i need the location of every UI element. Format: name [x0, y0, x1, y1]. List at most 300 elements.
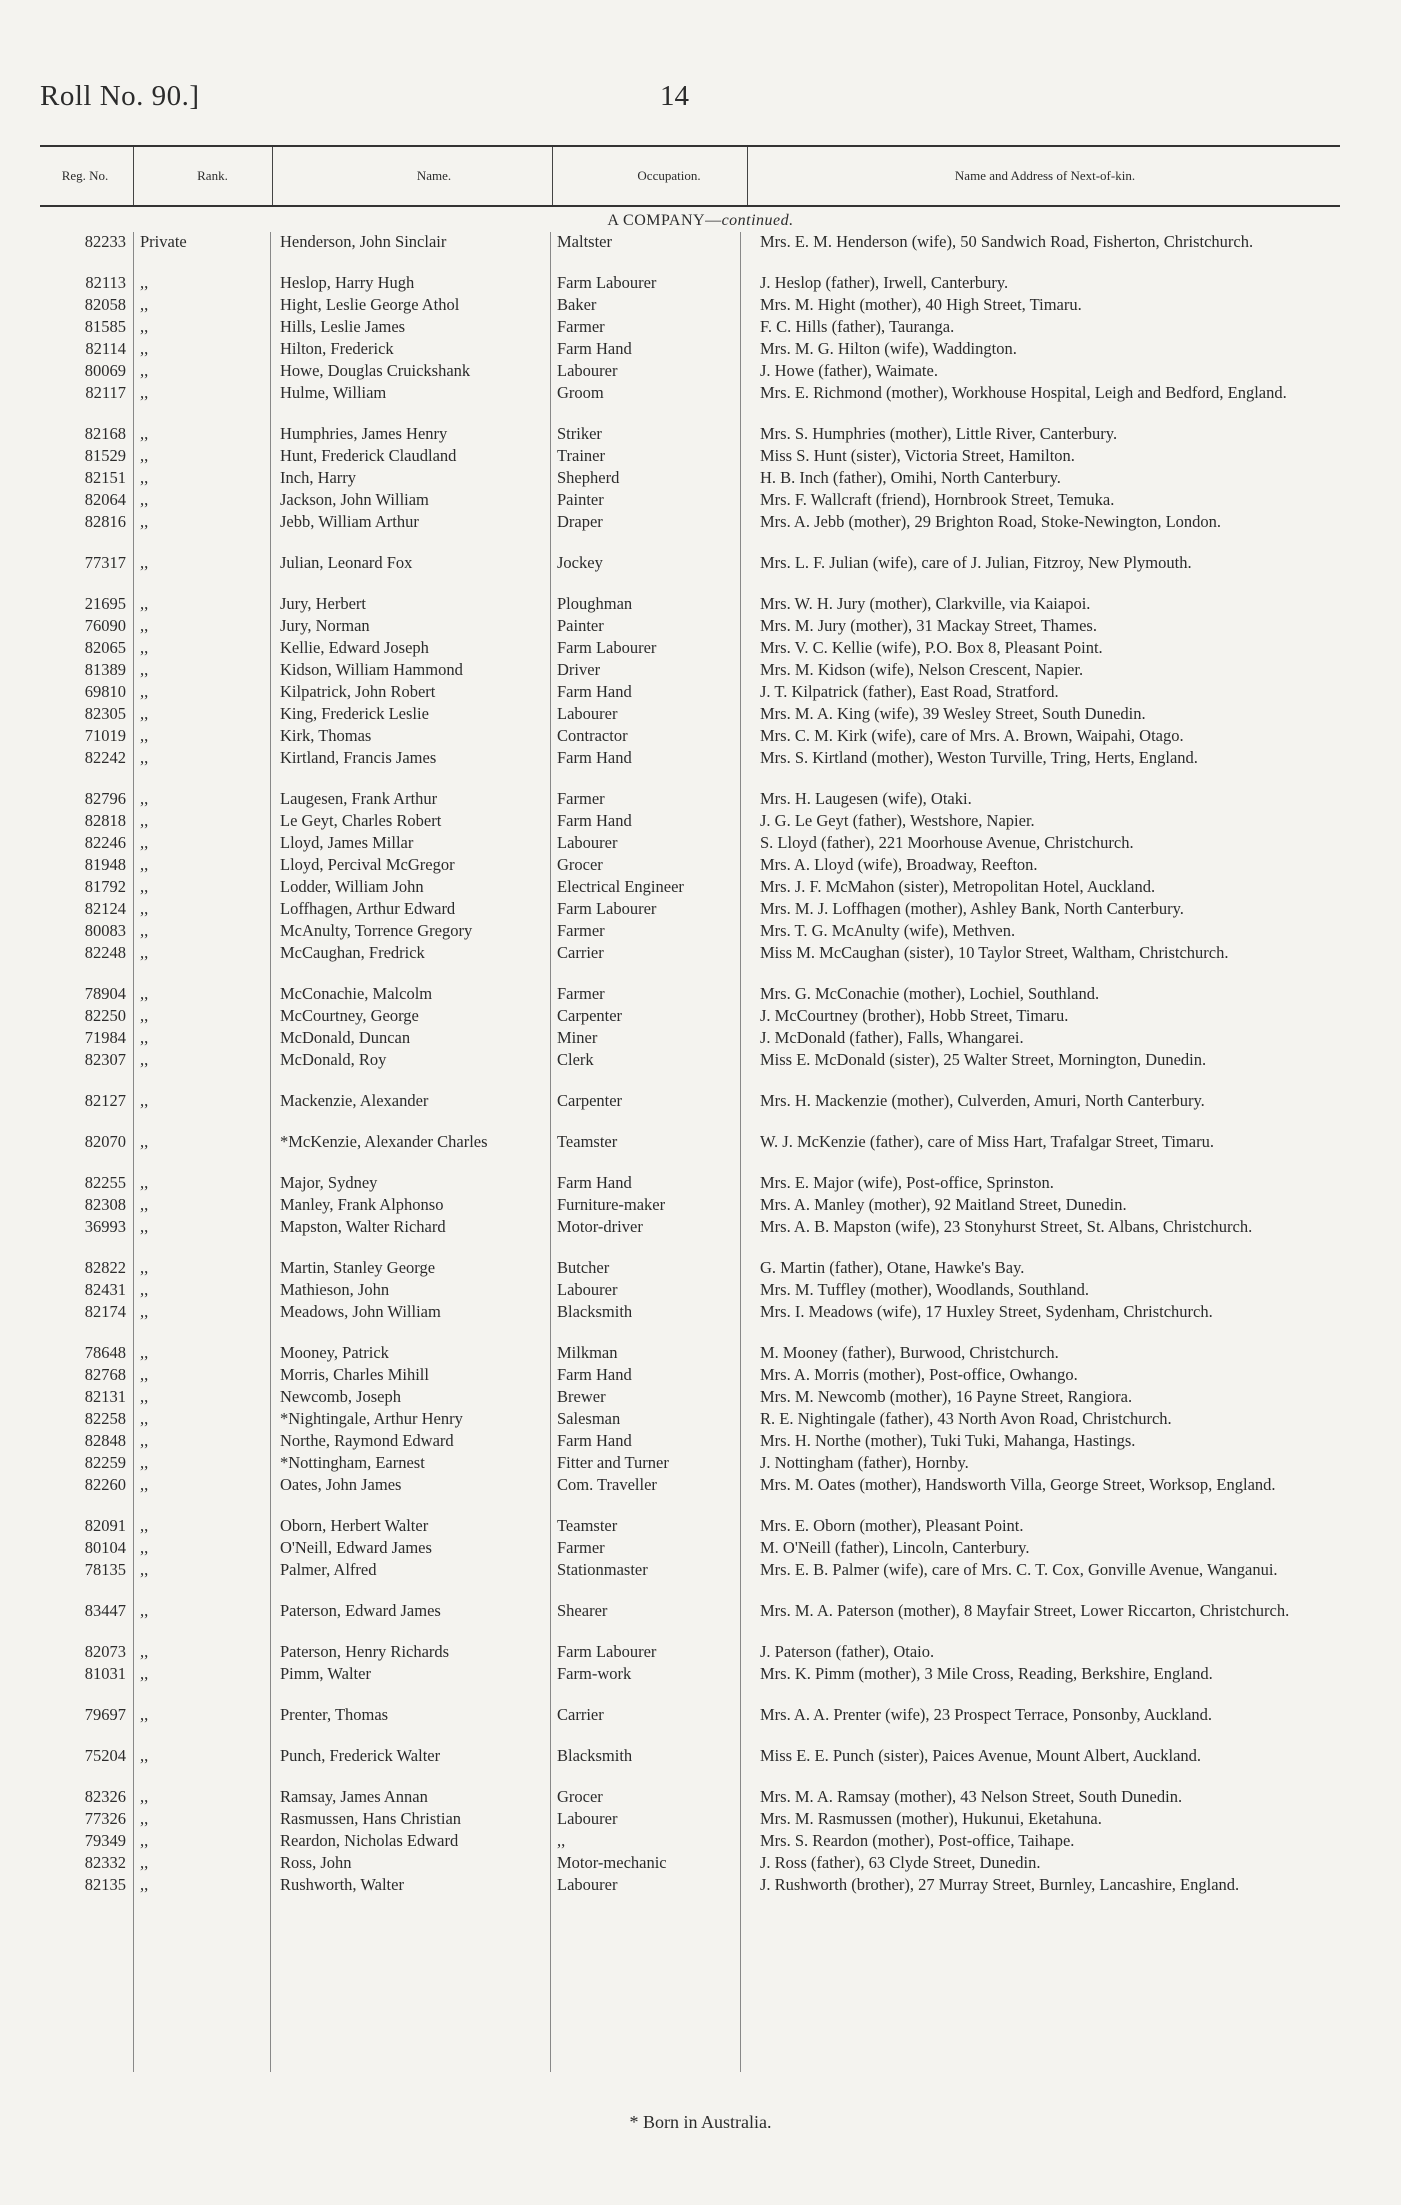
- next-of-kin: H. B. Inch (father), Omihi, North Canterbury.: [760, 468, 1061, 487]
- reg-number: 82233: [84, 232, 126, 251]
- next-of-kin: Mrs. M. Hight (mother), 40 High Street, Timaru.: [760, 295, 1082, 314]
- occupation: Grocer: [557, 1787, 603, 1806]
- reg-number: 82131: [84, 1387, 126, 1406]
- rank: ,,: [140, 921, 149, 940]
- reg-number: 79697: [84, 1705, 126, 1724]
- table-row: [0, 943, 1401, 984]
- reg-number: 82822: [84, 1258, 126, 1277]
- reg-number: 82308: [84, 1195, 126, 1214]
- soldier-name: Mapston, Walter Richard: [280, 1217, 446, 1236]
- next-of-kin: Mrs. A. Morris (mother), Post-office, Owhango.: [760, 1365, 1078, 1384]
- next-of-kin: Mrs. M. A. Ramsay (mother), 43 Nelson Street, South Dunedin.: [760, 1787, 1183, 1806]
- rank: ,,: [140, 1453, 149, 1472]
- reg-number: 82174: [84, 1302, 126, 1321]
- soldier-name: McCourtney, George: [280, 1006, 419, 1025]
- rank: ,,: [140, 512, 149, 531]
- occupation: Farm Hand: [557, 1365, 632, 1384]
- table-row: [0, 1664, 1401, 1705]
- table-row: [0, 1787, 1401, 1809]
- table-row: [0, 1875, 1401, 1916]
- next-of-kin: Mrs. M. Tuffley (mother), Woodlands, Southland.: [760, 1280, 1089, 1299]
- reg-number: 82058: [84, 295, 126, 314]
- table-row: [0, 1538, 1401, 1560]
- soldier-name: Northe, Raymond Edward: [280, 1431, 454, 1450]
- rank: ,,: [140, 317, 149, 336]
- next-of-kin: Mrs. H. Laugesen (wife), Otaki.: [760, 789, 972, 808]
- soldier-name: Loffhagen, Arthur Edward: [280, 899, 456, 918]
- table-row: [0, 1132, 1401, 1173]
- table-row: [0, 594, 1401, 616]
- soldier-name: King, Frederick Leslie: [280, 704, 429, 723]
- occupation: Farm Labourer: [557, 1642, 657, 1661]
- next-of-kin: Mrs. M. Oates (mother), Handsworth Villa, George Street, Worksop, England.: [760, 1475, 1276, 1494]
- table-row: [0, 553, 1401, 594]
- table-row: [0, 295, 1401, 317]
- table-row: [0, 339, 1401, 361]
- rank: ,,: [140, 1195, 149, 1214]
- occupation: Farm Hand: [557, 811, 632, 830]
- soldier-name: Kirk, Thomas: [280, 726, 372, 745]
- soldier-name: Martin, Stanley George: [280, 1258, 436, 1277]
- soldier-name: Jury, Herbert: [280, 594, 366, 613]
- rank: ,,: [140, 594, 149, 613]
- reg-number: 82326: [84, 1787, 126, 1806]
- next-of-kin: Mrs. M. A. Paterson (mother), 8 Mayfair Street, Lower Riccarton, Christchurch.: [760, 1601, 1290, 1620]
- rank: ,,: [140, 899, 149, 918]
- occupation: Farm Hand: [557, 339, 632, 358]
- next-of-kin: Mrs. F. Wallcraft (friend), Hornbrook Street, Temuka.: [760, 490, 1115, 509]
- table-row: [0, 748, 1401, 789]
- rank: ,,: [140, 1132, 149, 1151]
- soldier-name: Lodder, William John: [280, 877, 424, 896]
- occupation: Farmer: [557, 317, 605, 336]
- reg-number: 76090: [84, 616, 126, 635]
- soldier-name: Rushworth, Walter: [280, 1875, 404, 1894]
- soldier-name: Morris, Charles Mihill: [280, 1365, 429, 1384]
- occupation: Labourer: [557, 1809, 618, 1828]
- next-of-kin: Mrs. W. H. Jury (mother), Clarkville, via Kaiapoi.: [760, 594, 1091, 613]
- col-name-header: Name.: [416, 168, 452, 183]
- occupation: Jockey: [557, 553, 603, 572]
- rank: ,,: [140, 1343, 149, 1362]
- next-of-kin: Mrs. E. M. Henderson (wife), 50 Sandwich Road, Fisherton, Christchurch.: [760, 232, 1254, 251]
- table-row: [0, 1091, 1401, 1132]
- reg-number: 82117: [85, 383, 126, 402]
- table-row: [0, 273, 1401, 295]
- reg-number: 82070: [84, 1132, 126, 1151]
- rank: ,,: [140, 943, 149, 962]
- soldier-name: Henderson, John Sinclair: [280, 232, 447, 251]
- reg-number: 82260: [84, 1475, 126, 1494]
- occupation: Painter: [557, 616, 604, 635]
- next-of-kin: Mrs. A. Lloyd (wife), Broadway, Reefton.: [760, 855, 1038, 874]
- reg-number: 81948: [84, 855, 126, 874]
- occupation: ,,: [557, 1831, 566, 1850]
- occupation: Farm Labourer: [557, 638, 657, 657]
- table-row: [0, 1853, 1401, 1875]
- soldier-name: Kilpatrick, John Robert: [280, 682, 436, 701]
- rank: ,,: [140, 833, 149, 852]
- occupation: Farm Labourer: [557, 273, 657, 292]
- table-row: [0, 1343, 1401, 1365]
- rank: ,,: [140, 1387, 149, 1406]
- next-of-kin: R. E. Nightingale (father), 43 North Avon Road, Christchurch.: [760, 1409, 1172, 1428]
- rank: ,,: [140, 468, 149, 487]
- table-row: [0, 1560, 1401, 1601]
- occupation: Milkman: [557, 1343, 618, 1362]
- soldier-name: Palmer, Alfred: [280, 1560, 377, 1579]
- soldier-name: Prenter, Thomas: [280, 1705, 389, 1724]
- rank: ,,: [140, 616, 149, 635]
- soldier-name: Oborn, Herbert Walter: [280, 1516, 429, 1535]
- rank: ,,: [140, 1091, 149, 1110]
- soldier-name: McCaughan, Fredrick: [280, 943, 425, 962]
- rank: ,,: [140, 704, 149, 723]
- next-of-kin: Mrs. M. A. King (wife), 39 Wesley Street, South Dunedin.: [760, 704, 1146, 723]
- soldier-name: Hills, Leslie James: [280, 317, 406, 336]
- table-row: [0, 1642, 1401, 1664]
- reg-number: 82065: [84, 638, 126, 657]
- table-row: [0, 789, 1401, 811]
- soldier-name: Lloyd, Percival McGregor: [280, 855, 455, 874]
- reg-number: 82255: [84, 1173, 126, 1192]
- next-of-kin: J. Paterson (father), Otaio.: [760, 1642, 935, 1661]
- next-of-kin: Mrs. G. McConachie (mother), Lochiel, Southland.: [760, 984, 1100, 1003]
- soldier-name: McConachie, Malcolm: [280, 984, 433, 1003]
- next-of-kin: Mrs. M. Kidson (wife), Nelson Crescent, Napier.: [760, 660, 1084, 679]
- soldier-name: Hulme, William: [280, 383, 387, 402]
- rank: ,,: [140, 855, 149, 874]
- table-row: [0, 1809, 1401, 1831]
- next-of-kin: J. Ross (father), 63 Clyde Street, Dunedin.: [760, 1853, 1041, 1872]
- soldier-name: Laugesen, Frank Arthur: [280, 789, 438, 808]
- soldier-name: Howe, Douglas Cruickshank: [280, 361, 471, 380]
- rank: ,,: [140, 1664, 149, 1683]
- table-row: [0, 446, 1401, 468]
- table-row: [0, 855, 1401, 877]
- roll-table: [0, 232, 1401, 1916]
- occupation: Grocer: [557, 855, 603, 874]
- col-divider: [552, 147, 553, 205]
- rank: ,,: [140, 682, 149, 701]
- table-row: [0, 833, 1401, 855]
- next-of-kin: Mrs. I. Meadows (wife), 17 Huxley Street, Sydenham, Christchurch.: [760, 1302, 1213, 1321]
- rank: ,,: [140, 273, 149, 292]
- next-of-kin: Miss E. E. Punch (sister), Paices Avenue, Mount Albert, Auckland.: [760, 1746, 1202, 1765]
- table-row: [0, 1258, 1401, 1280]
- soldier-name: Jebb, William Arthur: [280, 512, 419, 531]
- soldier-name: Julian, Leonard Fox: [280, 553, 413, 572]
- rank: ,,: [140, 490, 149, 509]
- reg-number: 82124: [84, 899, 126, 918]
- rank: ,,: [140, 1217, 149, 1236]
- next-of-kin: Mrs. L. F. Julian (wife), care of J. Julian, Fitzroy, New Plymouth.: [760, 553, 1192, 572]
- col-divider: [747, 147, 748, 205]
- table-row: [0, 1475, 1401, 1516]
- footnote: * Born in Australia.: [629, 2112, 772, 2132]
- rank: ,,: [140, 361, 149, 380]
- occupation: Baker: [557, 295, 597, 314]
- roll-number: Roll No. 90.]: [40, 80, 200, 112]
- rank: ,,: [140, 383, 149, 402]
- next-of-kin: J. T. Kilpatrick (father), East Road, Stratford.: [760, 682, 1059, 701]
- occupation: Labourer: [557, 833, 618, 852]
- table-row: [0, 616, 1401, 638]
- soldier-name: Inch, Harry: [280, 468, 357, 487]
- next-of-kin: M. O'Neill (father), Lincoln, Canterbury.: [760, 1538, 1030, 1557]
- occupation: Maltster: [557, 232, 612, 251]
- soldier-name: Hilton, Frederick: [280, 339, 394, 358]
- next-of-kin: Mrs. E. Major (wife), Post-office, Sprinston.: [760, 1173, 1054, 1192]
- reg-number: 82248: [84, 943, 126, 962]
- next-of-kin: Miss M. McCaughan (sister), 10 Taylor Street, Waltham, Christchurch.: [760, 943, 1229, 962]
- reg-number: 82246: [84, 833, 126, 852]
- next-of-kin: Mrs. K. Pimm (mother), 3 Mile Cross, Reading, Berkshire, England.: [760, 1664, 1213, 1683]
- soldier-name: Manley, Frank Alphonso: [280, 1195, 444, 1214]
- rank: ,,: [140, 660, 149, 679]
- column-headers: [40, 145, 1340, 207]
- next-of-kin: Mrs. C. M. Kirk (wife), care of Mrs. A. Brown, Waipahi, Otago.: [760, 726, 1184, 745]
- soldier-name: McDonald, Duncan: [280, 1028, 411, 1047]
- page-number: 14: [660, 80, 689, 112]
- occupation: Trainer: [557, 446, 605, 465]
- table-row: [0, 704, 1401, 726]
- occupation: Farm Hand: [557, 1431, 632, 1450]
- reg-number: 83447: [84, 1601, 126, 1620]
- soldier-name: McAnulty, Torrence Gregory: [280, 921, 473, 940]
- rank: ,,: [140, 1809, 149, 1828]
- table-row: [0, 899, 1401, 921]
- next-of-kin: W. J. McKenzie (father), care of Miss Hart, Trafalgar Street, Timaru.: [760, 1132, 1214, 1151]
- soldier-name: Punch, Frederick Walter: [280, 1746, 441, 1765]
- rank: ,,: [140, 1028, 149, 1047]
- next-of-kin: Mrs. E. Oborn (mother), Pleasant Point.: [760, 1516, 1024, 1535]
- occupation: Labourer: [557, 704, 618, 723]
- rank: ,,: [140, 1006, 149, 1025]
- section-suffix: continued.: [721, 212, 794, 229]
- next-of-kin: Mrs. J. F. McMahon (sister), Metropolitan Hotel, Auckland.: [760, 877, 1156, 896]
- soldier-name: Hunt, Frederick Claudland: [280, 446, 457, 465]
- next-of-kin: Mrs. M. Rasmussen (mother), Hukunui, Eketahuna.: [760, 1809, 1102, 1828]
- rank: ,,: [140, 1475, 149, 1494]
- next-of-kin: J. Nottingham (father), Hornby.: [760, 1453, 969, 1472]
- next-of-kin: Mrs. A. B. Mapston (wife), 23 Stonyhurst Street, St. Albans, Christchurch.: [760, 1217, 1253, 1236]
- table-row: [0, 1831, 1401, 1853]
- reg-number: 82307: [84, 1050, 126, 1069]
- rank: ,,: [140, 1173, 149, 1192]
- next-of-kin: J. Howe (father), Waimate.: [760, 361, 938, 380]
- next-of-kin: Mrs. A. Manley (mother), 92 Maitland Street, Dunedin.: [760, 1195, 1127, 1214]
- soldier-name: Kidson, William Hammond: [280, 660, 463, 679]
- next-of-kin: Mrs. A. A. Prenter (wife), 23 Prospect Terrace, Ponsonby, Auckland.: [760, 1705, 1213, 1724]
- soldier-name: Mackenzie, Alexander: [280, 1091, 429, 1110]
- occupation: Salesman: [557, 1409, 621, 1428]
- table-row: [0, 1516, 1401, 1538]
- table-row: [0, 660, 1401, 682]
- rank: ,,: [140, 984, 149, 1003]
- table-row: [0, 1431, 1401, 1453]
- table-row: [0, 638, 1401, 660]
- next-of-kin: J. McCourtney (brother), Hobb Street, Timaru.: [760, 1006, 1069, 1025]
- table-row: [0, 383, 1401, 424]
- soldier-name: Ross, John: [280, 1853, 352, 1872]
- next-of-kin: Mrs. H. Mackenzie (mother), Culverden, Amuri, North Canterbury.: [760, 1091, 1205, 1110]
- next-of-kin: Mrs. M. G. Hilton (wife), Waddington.: [760, 339, 1017, 358]
- occupation: Carpenter: [557, 1091, 623, 1110]
- occupation: Carrier: [557, 943, 604, 962]
- reg-number: 82151: [84, 468, 126, 487]
- col-reg-header: Reg. No.: [61, 168, 109, 183]
- occupation: Furniture-maker: [557, 1195, 666, 1214]
- soldier-name: Rasmussen, Hans Christian: [280, 1809, 462, 1828]
- table-row: [0, 317, 1401, 339]
- table-row: [0, 1746, 1401, 1787]
- occupation: Striker: [557, 424, 602, 443]
- reg-number: 82258: [84, 1409, 126, 1428]
- table-row: [0, 232, 1401, 273]
- rank: ,,: [140, 1853, 149, 1872]
- next-of-kin: Miss S. Hunt (sister), Victoria Street, Hamilton.: [760, 446, 1075, 465]
- table-row: [0, 424, 1401, 446]
- occupation: Labourer: [557, 361, 618, 380]
- table-row: [0, 1601, 1401, 1642]
- reg-number: 82250: [84, 1006, 126, 1025]
- occupation: Driver: [557, 660, 601, 679]
- reg-number: 82064: [84, 490, 126, 509]
- rank: ,,: [140, 1365, 149, 1384]
- occupation: Blacksmith: [557, 1746, 633, 1765]
- rank: ,,: [140, 1050, 149, 1069]
- rank: ,,: [140, 1831, 149, 1850]
- rank: ,,: [140, 638, 149, 657]
- rank: ,,: [140, 1280, 149, 1299]
- next-of-kin: M. Mooney (father), Burwood, Christchurch.: [760, 1343, 1059, 1362]
- next-of-kin: J. Rushworth (brother), 27 Murray Street, Burnley, Lancashire, England.: [760, 1875, 1240, 1894]
- occupation: Ploughman: [557, 594, 633, 613]
- reg-number: 82848: [84, 1431, 126, 1450]
- soldier-name: Major, Sydney: [280, 1173, 378, 1192]
- soldier-name: Pimm, Walter: [280, 1664, 371, 1683]
- reg-number: 82768: [84, 1365, 126, 1384]
- occupation: Carpenter: [557, 1006, 623, 1025]
- reg-number: 82816: [84, 512, 126, 531]
- soldier-name: Mooney, Patrick: [280, 1343, 389, 1362]
- next-of-kin: S. Lloyd (father), 221 Moorhouse Avenue, Christchurch.: [760, 833, 1134, 852]
- reg-number: 79349: [84, 1831, 126, 1850]
- rank: ,,: [140, 789, 149, 808]
- reg-number: 82168: [84, 424, 126, 443]
- col-occupation-header: Occupation.: [637, 168, 701, 183]
- rank: ,,: [140, 1560, 149, 1579]
- table-row: [0, 1173, 1401, 1195]
- rank: ,,: [140, 748, 149, 767]
- table-row: [0, 490, 1401, 512]
- reg-number: 82242: [84, 748, 126, 767]
- reg-number: 82073: [84, 1642, 126, 1661]
- next-of-kin: J. McDonald (father), Falls, Whangarei.: [760, 1028, 1024, 1047]
- reg-number: 21695: [84, 594, 126, 613]
- rank: ,,: [140, 1601, 149, 1620]
- reg-number: 77317: [84, 553, 126, 572]
- next-of-kin: G. Martin (father), Otane, Hawke's Bay.: [760, 1258, 1025, 1277]
- table-row: [0, 811, 1401, 833]
- reg-number: 82114: [85, 339, 126, 358]
- occupation: Farmer: [557, 1538, 605, 1557]
- col-divider: [272, 147, 273, 205]
- section-title: [0, 212, 1401, 230]
- occupation: Farm Hand: [557, 682, 632, 701]
- occupation: Brewer: [557, 1387, 606, 1406]
- soldier-name: McDonald, Roy: [280, 1050, 387, 1069]
- soldier-name: Oates, John James: [280, 1475, 402, 1494]
- rank: ,,: [140, 1538, 149, 1557]
- table-row: [0, 1409, 1401, 1431]
- soldier-name: Ramsay, James Annan: [280, 1787, 428, 1806]
- reg-number: 69810: [84, 682, 126, 701]
- table-row: [0, 682, 1401, 704]
- rank: ,,: [140, 1302, 149, 1321]
- reg-number: 82091: [84, 1516, 126, 1535]
- next-of-kin: Mrs. T. G. McAnulty (wife), Methven.: [760, 921, 1016, 940]
- next-of-kin: Mrs. E. B. Palmer (wife), care of Mrs. C. T. Cox, Gonville Avenue, Wanganui.: [760, 1560, 1278, 1579]
- occupation: Farmer: [557, 921, 605, 940]
- soldier-name: Paterson, Henry Richards: [280, 1642, 450, 1661]
- soldier-name: Mathieson, John: [280, 1280, 390, 1299]
- rank: ,,: [140, 553, 149, 572]
- rank: ,,: [140, 446, 149, 465]
- reg-number: 82305: [84, 704, 126, 723]
- table-row: [0, 877, 1401, 899]
- soldier-name: Le Geyt, Charles Robert: [280, 811, 442, 830]
- occupation: Clerk: [557, 1050, 594, 1069]
- table-row: [0, 468, 1401, 490]
- occupation: Carrier: [557, 1705, 604, 1724]
- table-row: [0, 1028, 1401, 1050]
- table-row: [0, 1302, 1401, 1343]
- rank: ,,: [140, 811, 149, 830]
- soldier-name: *McKenzie, Alexander Charles: [280, 1132, 488, 1151]
- reg-number: 80104: [84, 1538, 126, 1557]
- soldier-name: *Nottingham, Earnest: [280, 1453, 425, 1472]
- next-of-kin: Mrs. S. Humphries (mother), Little River, Canterbury.: [760, 424, 1118, 443]
- rank: Private: [140, 232, 187, 251]
- rank: ,,: [140, 1746, 149, 1765]
- next-of-kin: Mrs. V. C. Kellie (wife), P.O. Box 8, Pleasant Point.: [760, 638, 1103, 657]
- occupation: Teamster: [557, 1516, 618, 1535]
- occupation: Miner: [557, 1028, 598, 1047]
- reg-number: 82127: [84, 1091, 126, 1110]
- reg-number: 71984: [84, 1028, 126, 1047]
- occupation: Stationmaster: [557, 1560, 648, 1579]
- reg-number: 80083: [84, 921, 126, 940]
- occupation: Motor-mechanic: [557, 1853, 667, 1872]
- soldier-name: O'Neill, Edward James: [280, 1538, 432, 1557]
- reg-number: 78135: [84, 1560, 126, 1579]
- col-rank-header: Rank.: [197, 168, 228, 183]
- soldier-name: Hight, Leslie George Athol: [280, 295, 460, 314]
- occupation: Painter: [557, 490, 604, 509]
- next-of-kin: Mrs. M. Jury (mother), 31 Mackay Street, Thames.: [760, 616, 1097, 635]
- table-row: [0, 1387, 1401, 1409]
- table-row: [0, 984, 1401, 1006]
- rank: ,,: [140, 1409, 149, 1428]
- reg-number: 75204: [84, 1746, 126, 1765]
- occupation: Labourer: [557, 1280, 618, 1299]
- table-row: [0, 726, 1401, 748]
- rank: ,,: [140, 339, 149, 358]
- reg-number: 82818: [84, 811, 126, 830]
- next-of-kin: Mrs. M. Newcomb (mother), 16 Payne Street, Rangiora.: [760, 1387, 1133, 1406]
